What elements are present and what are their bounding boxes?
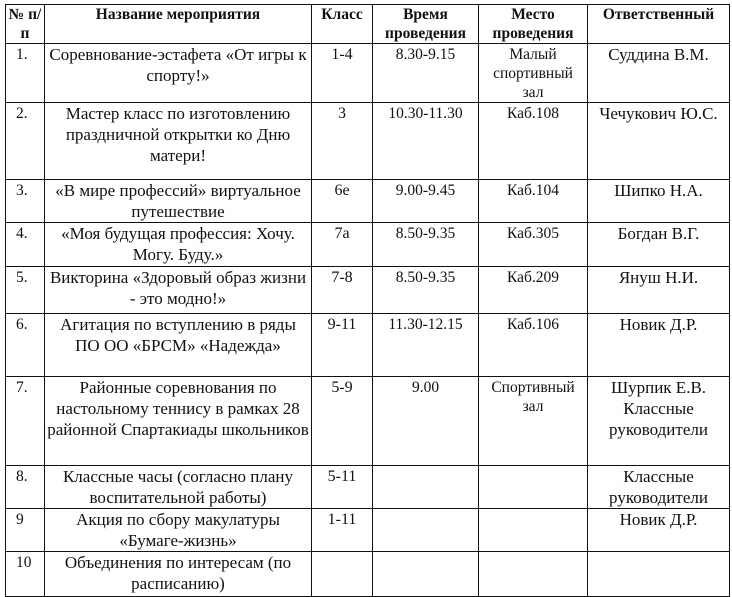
header-time: Время проведения [373, 5, 479, 44]
row-place: Малый спортивный зал [479, 44, 588, 103]
row-class: 7а [312, 223, 373, 267]
header-row [6, 5, 730, 44]
row-num: 6. [6, 314, 45, 377]
row-name: Классные часы (согласно плану воспитательной работы) [45, 466, 312, 509]
row-time: 8.50-9.35 [373, 267, 479, 314]
row-name: «В мире профессий» виртуальное путешествие [45, 180, 312, 223]
row-num: 10 [6, 552, 45, 597]
row-responsible: Новик Д.Р. [588, 509, 730, 552]
row-num: 4. [6, 223, 45, 267]
row-place: Каб.108 [479, 103, 588, 180]
table-row [6, 314, 730, 377]
row-place: Спортивный зал [479, 377, 588, 466]
row-name: «Моя будущая профессия: Хочу. Могу. Буду.» [45, 223, 312, 267]
table-row [6, 552, 730, 597]
row-time: 8.30-9.15 [373, 44, 479, 103]
table-row [6, 223, 730, 267]
header-place: Место проведения [479, 5, 588, 44]
row-responsible: Суддина В.М. [588, 44, 730, 103]
row-place: Каб.209 [479, 267, 588, 314]
header-responsible: Ответственный [588, 5, 730, 44]
row-name: Акция по сбору макулатуры «Бумаге-жизнь» [45, 509, 312, 552]
row-time: 9.00 [373, 377, 479, 466]
row-responsible: Шипко Н.А. [588, 180, 730, 223]
row-num: 1. [6, 44, 45, 103]
header-num: № п/п [6, 5, 45, 44]
row-place [479, 466, 588, 509]
row-place: Каб.305 [479, 223, 588, 267]
row-num: 5. [6, 267, 45, 314]
row-responsible: Богдан В.Г. [588, 223, 730, 267]
row-class: 1-4 [312, 44, 373, 103]
row-name: Районные соревнования по настольному теннису в рамках 28 районной Спартакиады школьников [45, 377, 312, 466]
row-name: Мастер класс по изготовлению праздничной открытки ко Дню матери! [45, 103, 312, 180]
row-name: Викторина «Здоровый образ жизни - это модно!» [45, 267, 312, 314]
table-row [6, 44, 730, 103]
row-class: 1-11 [312, 509, 373, 552]
row-responsible: Чечукович Ю.С. [588, 103, 730, 180]
row-class: 5-9 [312, 377, 373, 466]
row-class: 3 [312, 103, 373, 180]
row-class: 5-11 [312, 466, 373, 509]
row-time: 11.30-12.15 [373, 314, 479, 377]
events-table [5, 4, 730, 597]
row-num: 9 [6, 509, 45, 552]
row-name: Соревнование-эстафета «От игры к спорту!» [45, 44, 312, 103]
row-place [479, 509, 588, 552]
row-responsible: Новик Д.Р. [588, 314, 730, 377]
row-num: 7. [6, 377, 45, 466]
table-row [6, 509, 730, 552]
row-num: 8. [6, 466, 45, 509]
row-responsible: Классные руководители [588, 466, 730, 509]
row-num: 2. [6, 103, 45, 180]
table-row [6, 267, 730, 314]
row-time: 8.50-9.35 [373, 223, 479, 267]
row-time [373, 509, 479, 552]
row-class: 7-8 [312, 267, 373, 314]
row-place: Каб.104 [479, 180, 588, 223]
header-class: Класс [312, 5, 373, 44]
row-time [373, 466, 479, 509]
row-num: 3. [6, 180, 45, 223]
row-class: 6е [312, 180, 373, 223]
row-place: Каб.106 [479, 314, 588, 377]
table-row [6, 466, 730, 509]
row-class: 9-11 [312, 314, 373, 377]
row-responsible: Януш Н.И. [588, 267, 730, 314]
table-row [6, 377, 730, 466]
row-place [479, 552, 588, 597]
header-name: Название мероприятия [45, 5, 312, 44]
row-name: Объединения по интересам (по расписанию) [45, 552, 312, 597]
table-row [6, 103, 730, 180]
row-time: 9.00-9.45 [373, 180, 479, 223]
row-time: 10.30-11.30 [373, 103, 479, 180]
row-time [373, 552, 479, 597]
row-responsible [588, 552, 730, 597]
row-class [312, 552, 373, 597]
row-name: Агитация по вступлению в ряды ПО ОО «БРСМ» «Надежда» [45, 314, 312, 377]
table-row [6, 180, 730, 223]
row-responsible: Шурпик Е.В. Классные руководители [588, 377, 730, 466]
